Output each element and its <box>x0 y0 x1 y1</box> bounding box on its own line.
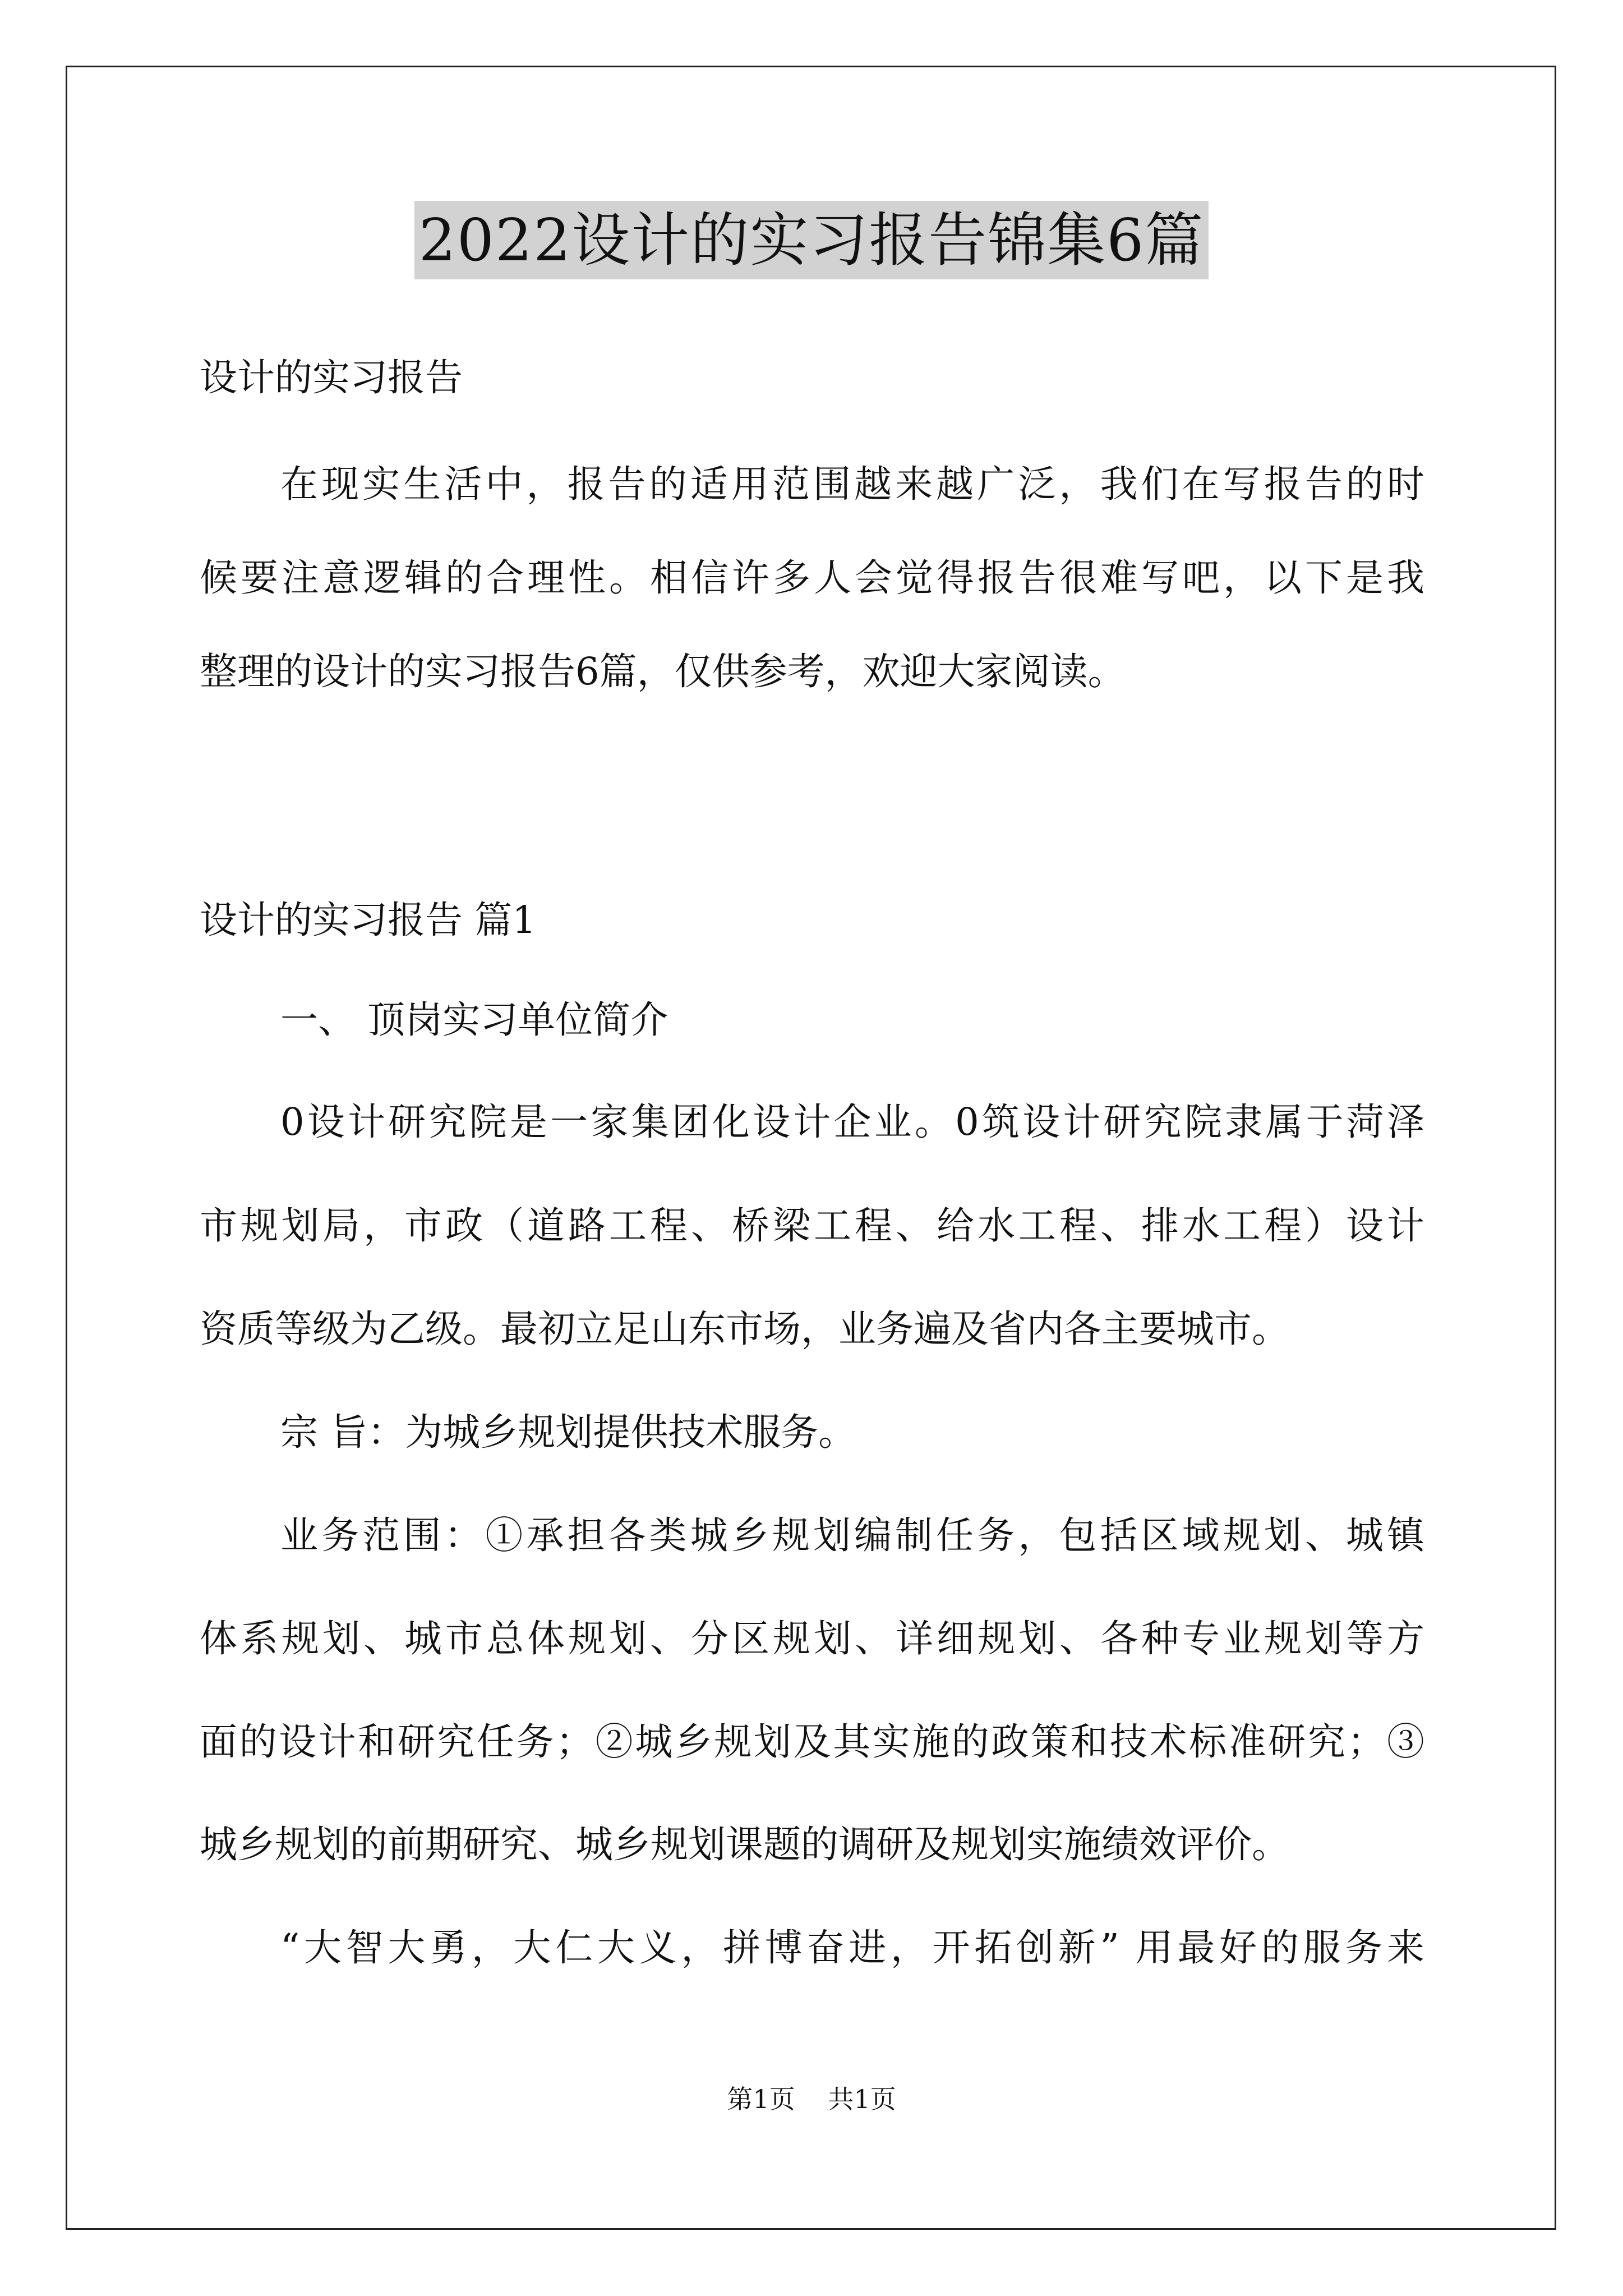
subheading: 一、 顶岗实习单位简介 <box>280 998 668 1042</box>
intro-line-2: 候要注意逻辑的合理性。相信许多人会觉得报告很难写吧，以下是我 <box>200 556 1424 600</box>
page-number: 第1页 <box>727 2084 795 2114</box>
document-title: 2022设计的实习报告锦集6篇 <box>414 201 1209 279</box>
paragraph1-line-3: 资质等级为乙级。最初立足山东市场，业务遍及省内各主要城市。 <box>200 1307 1289 1351</box>
title-container <box>0 201 1623 279</box>
scope-line-2: 体系规划、城市总体规划、分区规划、详细规划、各种专业规划等方 <box>200 1617 1424 1660</box>
motto-line: “大智大勇，大仁大义，拼博奋进，开拓创新” 用最好的服务来 <box>280 1926 1424 1970</box>
paragraph1-line-1: 0设计研究院是一家集团化设计企业。0筑设计研究院隶属于菏泽 <box>280 1100 1424 1144</box>
page-footer <box>0 2082 1623 2116</box>
scope-line-4: 城乡规划的前期研究、城乡规划课题的调研及规划实施绩效评价。 <box>200 1823 1289 1866</box>
section-heading: 设计的实习报告 <box>200 356 463 399</box>
intro-line-1: 在现实生活中，报告的适用范围越来越广泛，我们在写报告的时 <box>280 462 1424 506</box>
tenet-line: 宗 旨：为城乡规划提供技术服务。 <box>280 1410 856 1454</box>
intro-line-3: 整理的设计的实习报告6篇，仅供参考，欢迎大家阅读。 <box>200 650 1126 693</box>
page-total: 共1页 <box>828 2084 896 2114</box>
article-section-title: 设计的实习报告 篇1 <box>200 898 536 942</box>
scope-line-3: 面的设计和研究任务；②城乡规划及其实施的政策和技术标准研究；③ <box>200 1720 1424 1764</box>
scope-line-1: 业务范围：①承担各类城乡规划编制任务，包括区域规划、城镇 <box>280 1513 1424 1557</box>
paragraph1-line-2: 市规划局，市政（道路工程、桥梁工程、给水工程、排水工程）设计 <box>200 1204 1424 1248</box>
